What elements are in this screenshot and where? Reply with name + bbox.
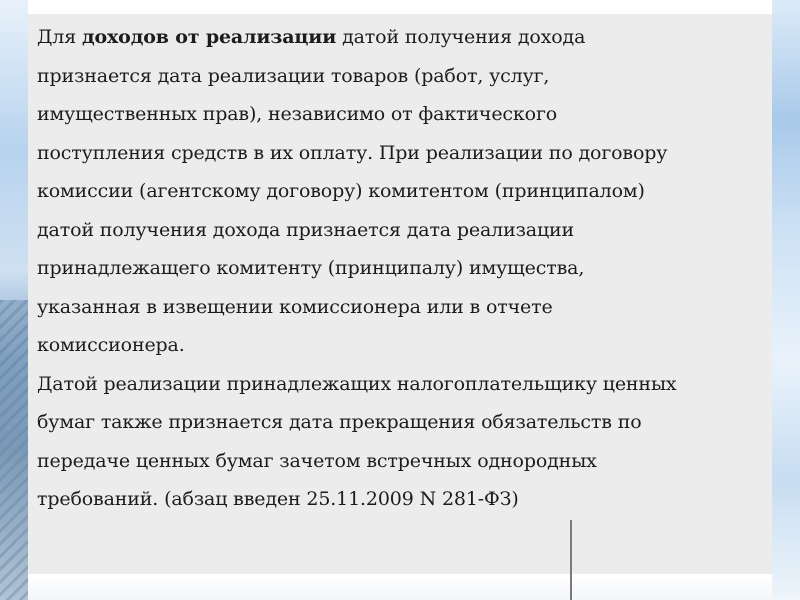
right-decorative-image — [772, 0, 800, 600]
vertical-divider-line — [570, 520, 572, 600]
text-line: указанная в извещении комиссионера или в отчете — [37, 295, 553, 318]
text-fragment: датой получения дохода — [336, 26, 586, 48]
body-text — [37, 18, 767, 519]
bold-term: доходов от реализации — [81, 26, 337, 48]
text-line: бумаг также признается дата прекращения обязательств по — [37, 411, 642, 433]
text-fragment: Для — [37, 26, 82, 48]
text-line: поступления средств в их оплату. При реализации по договору — [37, 141, 668, 164]
left-decorative-image — [0, 0, 28, 600]
building-image — [0, 300, 28, 600]
text-line: принадлежащего комитенту (принципалу) имущества, — [37, 257, 585, 279]
text-line — [37, 18, 767, 57]
text-line: имущественных прав), независимо от фактического — [37, 103, 558, 125]
text-line: датой получения дохода признается дата реализации — [37, 218, 575, 241]
text-line: комиссии (агентскому договору) комитентом (принципалом) — [37, 180, 645, 202]
text-line: передаче ценных бумаг зачетом встречных однородных — [37, 449, 597, 472]
text-line: комиссионера. — [37, 334, 185, 356]
text-line: признается дата реализации товаров (работ, услуг, — [37, 64, 550, 87]
bottom-strip — [28, 574, 772, 600]
text-line: Датой реализации принадлежащих налогоплательщику ценных — [37, 372, 677, 395]
text-line: требований. (абзац введен 25.11.2009 N 281-ФЗ) — [37, 488, 519, 510]
